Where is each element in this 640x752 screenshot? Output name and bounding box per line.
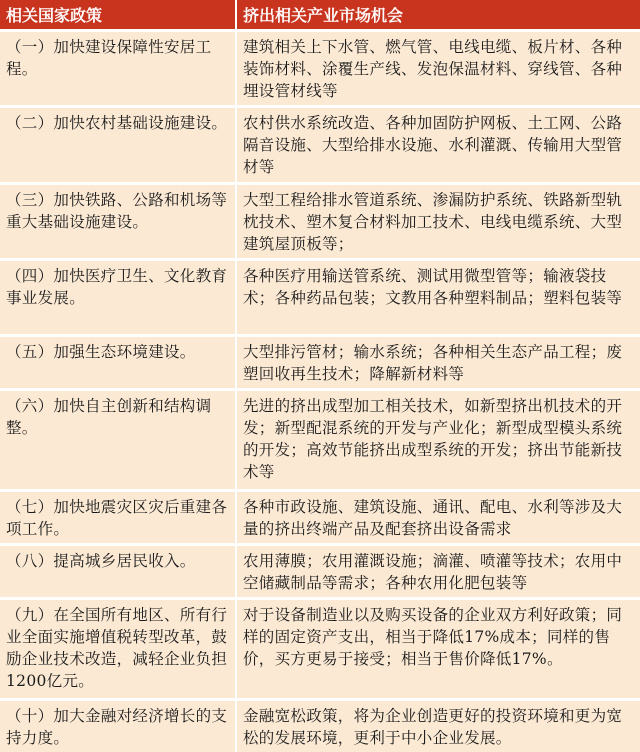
table-row	[0, 390, 640, 490]
opportunity-cell: 各种市政设施、建筑设施、通讯、配电、水利等涉及大量的挤出终端产品及配套挤出设备需求	[236, 490, 640, 544]
header-policy: 相关国家政策	[0, 0, 236, 31]
policy-cell: （三）加快铁路、公路和机场等重大基础设施建设。	[0, 183, 236, 259]
opportunity-cell: 农用薄膜；农用灌溉设施；滴灌、喷灌等技术；农用中空储藏制品等需求；各种农用化肥包装等	[236, 545, 640, 599]
opportunity-cell: 先进的挤出成型加工相关技术，如新型挤出机技术的开发；新型配混系统的开发与产业化；新型成型模头系统的开发；高效节能挤出成型系统的开发；挤出节能新技术等	[236, 390, 640, 490]
policy-cell: （八）提高城乡居民收入。	[0, 545, 236, 599]
policy-cell: （十）加大金融对经济增长的支持力度。	[0, 699, 236, 752]
opportunity-cell: 大型排污管材；输水系统；各种相关生态产品工程；废塑回收再生技术；降解新材料等	[236, 336, 640, 390]
table-row	[0, 599, 640, 699]
policy-cell: （六）加快自主创新和结构调整。	[0, 390, 236, 490]
table-row	[0, 336, 640, 390]
table-row	[0, 107, 640, 183]
table-header-row	[0, 0, 640, 31]
table-row	[0, 490, 640, 544]
table-row	[0, 31, 640, 107]
policy-cell: （九）在全国所有地区、所有行业全面实施增值税转型改革，鼓励企业技术改造，减轻企业负担1200亿元。	[0, 599, 236, 699]
policy-cell: （五）加强生态环境建设。	[0, 336, 236, 390]
table-row	[0, 699, 640, 752]
policy-cell: （四）加快医疗卫生、文化教育事业发展。	[0, 259, 236, 335]
opportunity-cell: 建筑相关上下水管、燃气管、电线电缆、板片材、各种装饰材料、涂覆生产线、发泡保温材料、穿线管、各种埋设管材线等	[236, 31, 640, 107]
header-opportunity: 挤出相关产业市场机会	[236, 0, 640, 31]
opportunity-cell: 对于设备制造业以及购买设备的企业双方利好政策；同样的固定资产支出，相当于降低17%成本；同样的售价，买方更易于接受；相当于售价降低17%。	[236, 599, 640, 699]
opportunity-cell: 金融宽松政策，将为企业创造更好的投资环境和更为宽松的发展环境，更利于中小企业发展。	[236, 699, 640, 752]
table-row	[0, 259, 640, 335]
policy-cell: （七）加快地震灾区灾后重建各项工作。	[0, 490, 236, 544]
opportunity-cell: 大型工程给排水管道系统、渗漏防护系统、铁路新型轨枕技术、塑木复合材料加工技术、电线电缆系统、大型建筑屋顶板等；	[236, 183, 640, 259]
opportunity-cell: 各种医疗用输送管系统、测试用微型管等；输液袋技术；各种药品包装；文教用各种塑料制品；塑料包装等	[236, 259, 640, 335]
table-row	[0, 545, 640, 599]
policy-cell: （一）加快建设保障性安居工程。	[0, 31, 236, 107]
opportunity-cell: 农村供水系统改造、各种加固防护网板、土工网、公路隔音设施、大型给排水设施、水利灌溉、传输用大型管材等	[236, 107, 640, 183]
policy-cell: （二）加快农村基础设施建设。	[0, 107, 236, 183]
table-row	[0, 183, 640, 259]
